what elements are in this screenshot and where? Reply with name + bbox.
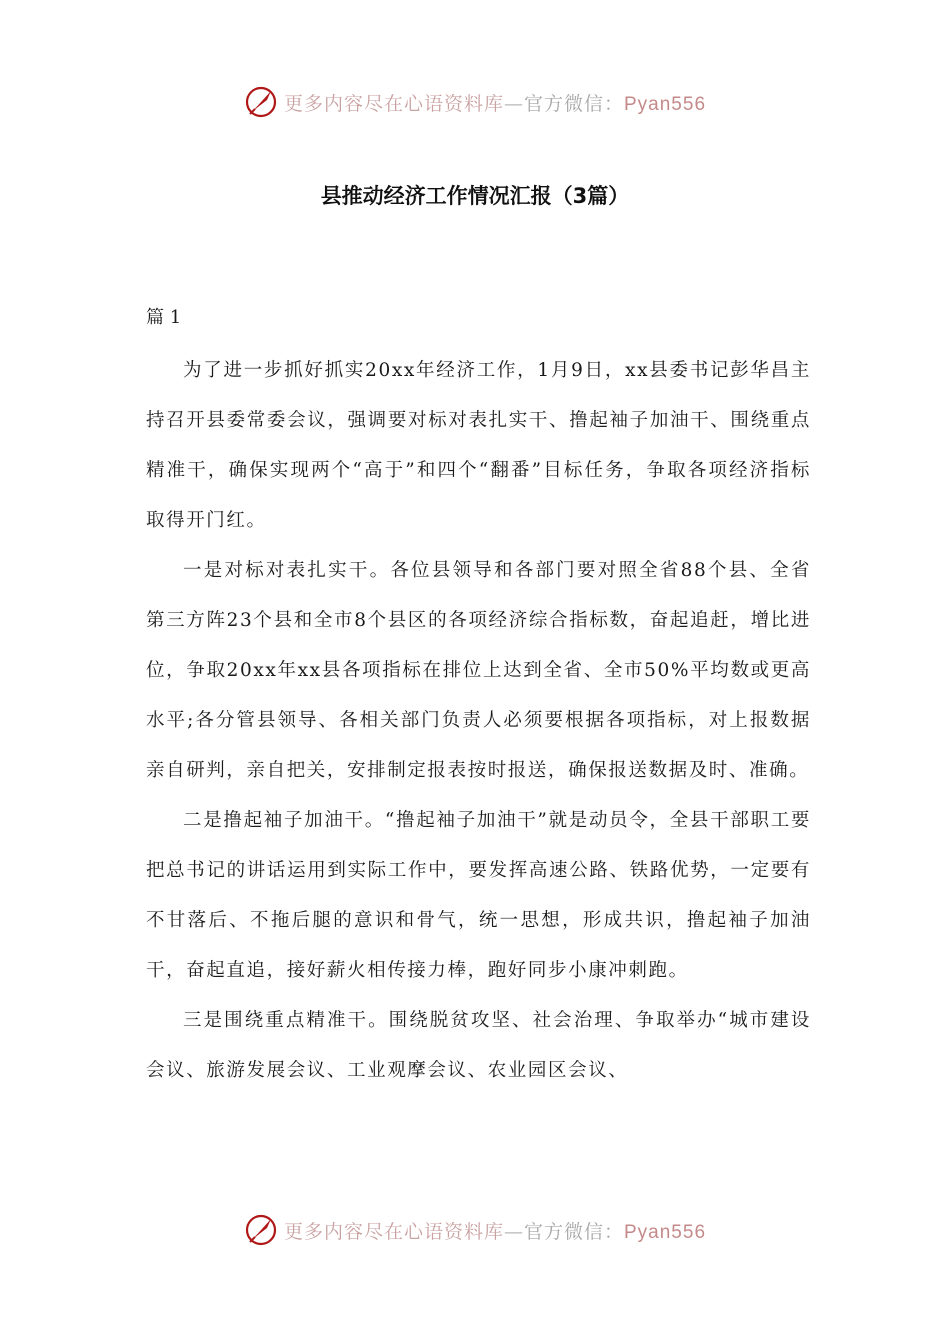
banner-separator: — [503,1220,524,1243]
banner-text [284,89,706,116]
banner-main-text: 更多内容尽在心语资料库 [283,1220,504,1243]
banner-wechat-label: 官方微信： [523,1220,624,1243]
paragraph: 三是围绕重点精准干。围绕脱贫攻坚、社会治理、争取举办“城市建设会议、旅游发展会议、工业观摩会议、农业园区会议、 [146,1010,811,1081]
banner-text [284,1217,706,1244]
paragraph: 一是对标对表扎实干。各位县领导和各部门要对照全省88个县、全省第三方阵23个县和全市8个县区的各项经济综合指标数，奋起追赶，增比进位，争取20xx年xx县各项指标在排位上达到全省、全市50%平均数或更高水平;各分管县领导、各相关部门负责人必须要根据各项指标，对上报数据亲自研判，亲自把关，安排制定报表按时报送，确保报送数据及时、准确。 [146,560,811,781]
section-label: 篇 1 [146,307,182,328]
paragraph: 二是撸起袖子加油干。“撸起袖子加油干”就是动员令，全县干部职工要把总书记的讲话运用到实际工作中，要发挥高速公路、铁路优势，一定要有不甘落后、不拖后腿的意识和骨气，统一思想，形成共识，撸起袖子加油干，奋起直追，接好薪火相传接力棒，跑好同步小康冲刺跑。 [146,810,811,981]
paragraph: 为了进一步抓好抓实20xx年经济工作，1月9日，xx县委书记彭华昌主持召开县委常委会议，强调要对标对表扎实干、撸起袖子加油干、围绕重点精准干，确保实现两个“高于”和四个“翻番”目标任务，争取各项经济指标取得开门红。 [146,360,811,531]
banner-wechat-label: 官方微信： [523,92,624,115]
banner-wechat-id: Pyan556 [624,93,707,115]
header-watermark-banner [0,82,950,122]
banner-main-text: 更多内容尽在心语资料库 [283,92,504,115]
footer-watermark-banner [0,1210,950,1250]
banner-wechat-id: Pyan556 [624,1221,707,1243]
quill-pen-logo-icon [244,85,278,119]
banner-separator: — [503,92,524,115]
document-body [146,298,811,1096]
quill-pen-logo-icon [244,1213,278,1247]
document-title: 县推动经济工作情况汇报（3篇） [320,184,630,208]
